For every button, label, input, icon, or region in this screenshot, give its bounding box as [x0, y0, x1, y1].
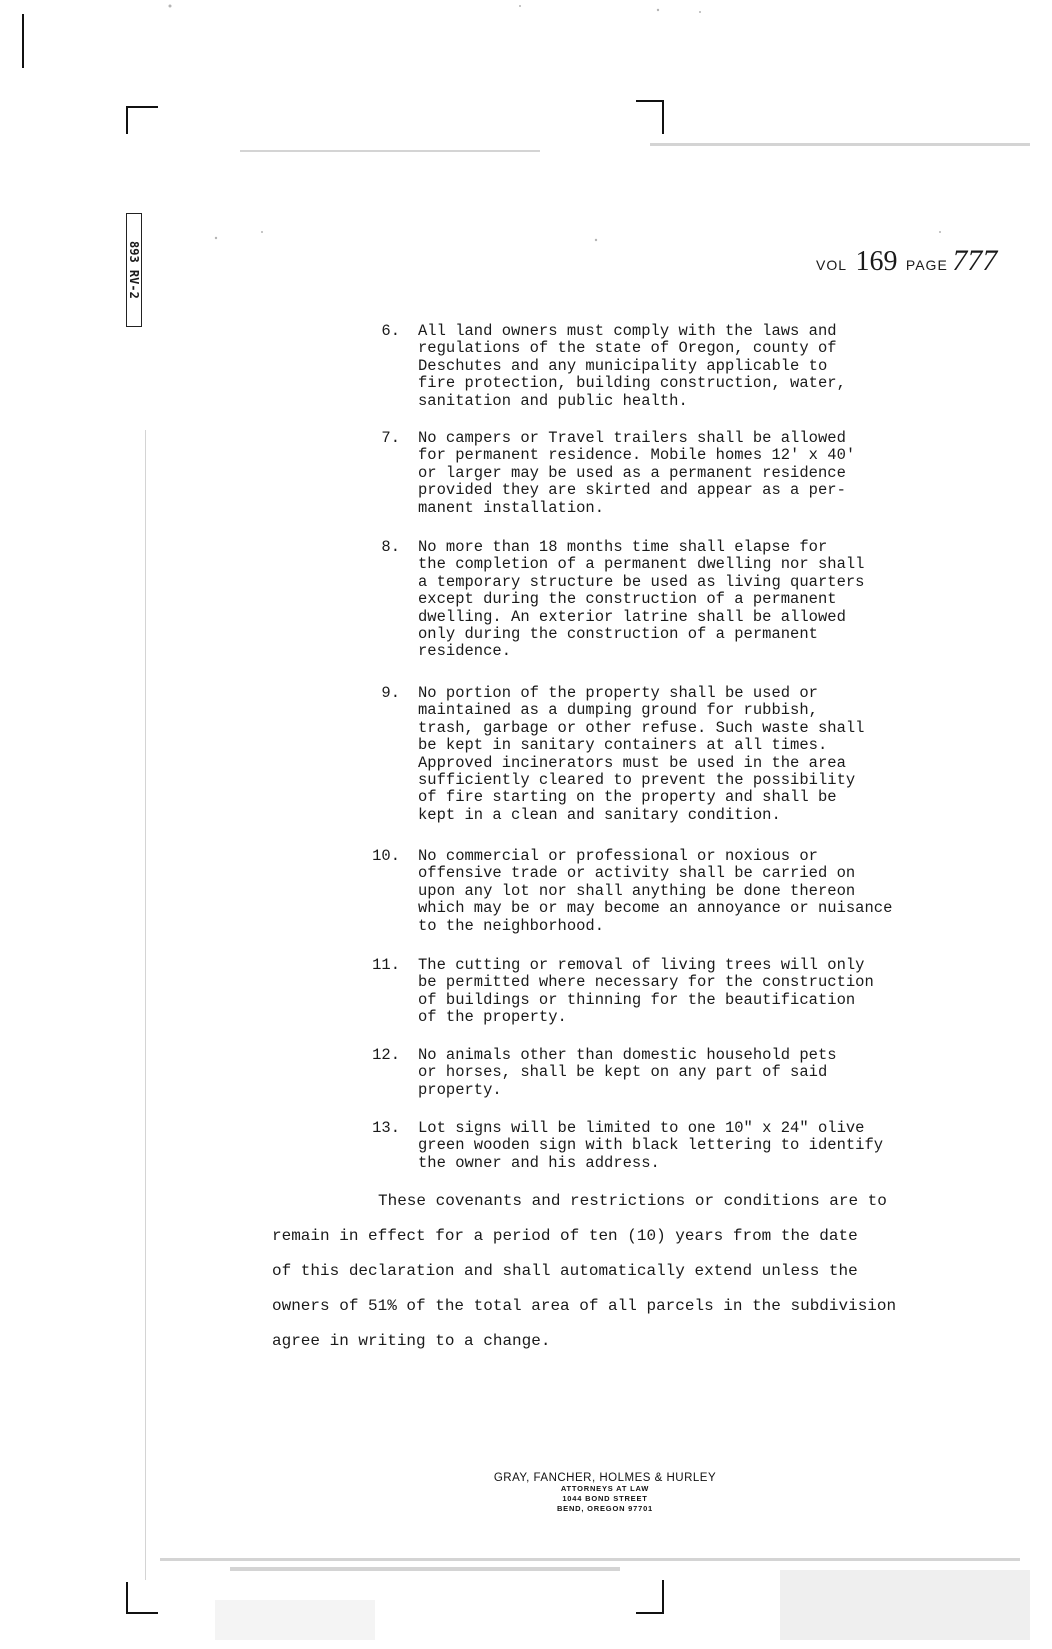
closing-line: of this declaration and shall automatically extend unless the [272, 1262, 858, 1280]
item-number: 10. [372, 847, 400, 865]
page-number: 777 [952, 244, 998, 277]
item-text: No campers or Travel trailers shall be allowed for permanent residence. Mobile homes 12' x 40' or larger may be used as a permanent residence provided they are skirted and appear as a per- manent installation. [418, 429, 856, 517]
law-firm-block [460, 1472, 750, 1514]
covenant-item [360, 957, 960, 1027]
item-text: All land owners must comply with the laws and regulations of the state of Oregon, county of Deschutes and any municipality applicable to fire protection, building construction, water, sanitation and public health. [418, 322, 846, 410]
item-number: 8. [381, 538, 400, 556]
closing-line: owners of 51% of the total area of all parcels in the subdivision [272, 1297, 897, 1315]
closing-line: remain in effect for a period of ten (10) years from the date [272, 1227, 858, 1245]
recording-stamp: 893 RV-2 [126, 213, 142, 327]
page-label: PAGE [905, 257, 948, 273]
covenant-item [360, 323, 960, 410]
item-text: No portion of the property shall be used or maintained as a dumping ground for rubbish, trash, garbage or other refuse. Such waste shall be kept in sanitary containers at all times. Approved incinerators must be used in the area sufficiently cleared to prevent the possibility of fire starting on the property and shall be kept in a clean and sanitary condition. [418, 684, 865, 824]
firm-line: BEND, OREGON 97701 [556, 1504, 654, 1513]
item-number: 6. [381, 322, 400, 340]
item-text: The cutting or removal of living trees will only be permitted where necessary for the construction of buildings or thinning for the beautification of the property. [418, 956, 874, 1027]
item-text: No commercial or professional or noxious or offensive trade or activity shall be carried on upon any lot nor shall anything be done thereon which may be or may become an annoyance or nuisance to the neighborhood. [418, 847, 893, 935]
covenant-item [360, 1047, 960, 1099]
covenant-item [360, 430, 960, 517]
item-text: No animals other than domestic household pets or horses, shall be kept on any part of said property. [418, 1046, 837, 1099]
item-number: 12. [372, 1046, 400, 1064]
closing-line: These covenants and restrictions or conditions are to [378, 1192, 887, 1210]
vol-label: VOL [816, 257, 848, 273]
volume-page-reference [816, 244, 997, 278]
covenant-item [360, 848, 960, 935]
firm-name: GRAY, FANCHER, HOLMES & HURLEY [493, 1472, 717, 1484]
covenant-item [360, 1120, 960, 1172]
covenant-item [360, 685, 960, 824]
vol-number: 169 [855, 246, 898, 277]
item-number: 9. [381, 684, 400, 702]
firm-line: 1044 BOND STREET [562, 1494, 648, 1503]
item-number: 11. [372, 956, 400, 974]
closing-line: agree in writing to a change. [272, 1332, 551, 1350]
covenant-item [360, 539, 960, 661]
firm-line: ATTORNEYS AT LAW [560, 1484, 650, 1493]
item-number: 13. [372, 1119, 400, 1137]
item-text: Lot signs will be limited to one 10" x 24" olive green wooden sign with black lettering to identify the owner and his address. [418, 1119, 884, 1172]
item-number: 7. [381, 429, 400, 447]
item-text: No more than 18 months time shall elapse for the completion of a permanent dwelling nor shall a temporary structure be used as living quarters except during the construction of a permanent dwelling. An exterior latrine shall be allowed only during the construction of a permanent residence. [418, 538, 865, 661]
